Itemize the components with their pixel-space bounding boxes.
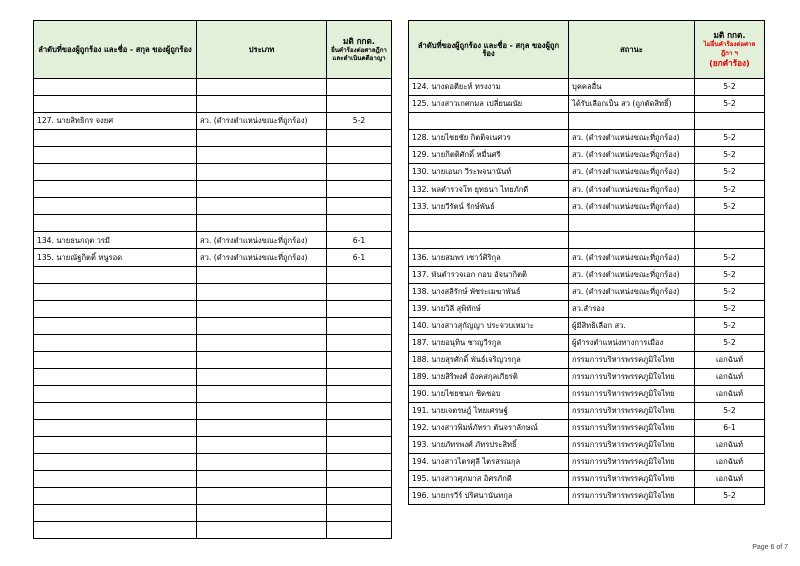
cell-result <box>327 215 392 232</box>
cell-name: 128. นายไชยชัย กิตติจเนศวร <box>409 130 569 147</box>
table-row <box>34 334 392 351</box>
cell-result <box>327 300 392 317</box>
cell-result: เอกฉันท์ <box>695 351 765 368</box>
cell-status: กรรมการบริหารพรรคภูมิใจไทย <box>569 368 695 385</box>
cell-result <box>327 334 392 351</box>
table-row <box>34 147 392 164</box>
cell-result <box>695 215 765 232</box>
right-header-row <box>409 21 765 79</box>
cell-status: กรรมการบริหารพรรคภูมิใจไทย <box>569 385 695 402</box>
cell-name: 125. นางสาวเกศกมล เปลี่ยนผนัย <box>409 96 569 113</box>
table-row <box>409 283 765 300</box>
table-row <box>34 368 392 385</box>
table-row <box>34 419 392 436</box>
cell-result <box>327 471 392 488</box>
table-row <box>34 300 392 317</box>
cell-name <box>34 300 197 317</box>
cell-name: 136. นายสมพร เชาว์ศิริกุล <box>409 249 569 266</box>
cell-type <box>197 419 327 436</box>
cell-name <box>34 283 197 300</box>
cell-result: 5-2 <box>695 488 765 505</box>
cell-result <box>327 317 392 334</box>
cell-type: สว. (ดำรงตำแหน่งขณะที่ถูกร้อง) <box>197 249 327 266</box>
cell-status: กรรมการบริหารพรรคภูมิใจไทย <box>569 436 695 453</box>
cell-name <box>409 113 569 130</box>
cell-status: สว. (ดำรงตำแหน่งขณะที่ถูกร้อง) <box>569 181 695 198</box>
cell-result <box>327 385 392 402</box>
table-row <box>34 471 392 488</box>
cell-result: 6-1 <box>695 419 765 436</box>
page-number: Page 6 of 7 <box>752 544 788 551</box>
cell-status: บุคคลอื่น <box>569 79 695 96</box>
cell-name: 134. นายธนกฤต วรมี <box>34 232 197 249</box>
cell-status: กรรมการบริหารพรรคภูมิใจไทย <box>569 351 695 368</box>
cell-status: กรรมการบริหารพรรคภูมิใจไทย <box>569 488 695 505</box>
table-row <box>409 419 765 436</box>
cell-result: 5-2 <box>695 249 765 266</box>
right-table <box>408 20 765 505</box>
cell-status: กรรมการบริหารพรรคภูมิใจไทย <box>569 454 695 471</box>
table-row <box>34 522 392 539</box>
table-row <box>409 232 765 249</box>
cell-result <box>327 522 392 539</box>
table-row <box>409 266 765 283</box>
cell-result <box>327 130 392 147</box>
table-row <box>34 249 392 266</box>
table-row <box>409 147 765 164</box>
cell-name: 191. นายเจตรษฎ์ ไทยเศรษฐ์ <box>409 402 569 419</box>
cell-name: 137. พันตำรวจเอก กอบ อัจนากิตติ <box>409 266 569 283</box>
cell-type <box>197 471 327 488</box>
cell-status: สว. (ดำรงตำแหน่งขณะที่ถูกร้อง) <box>569 147 695 164</box>
cell-result: 5-2 <box>695 96 765 113</box>
cell-type <box>197 79 327 96</box>
table-row <box>34 505 392 522</box>
table-row <box>409 79 765 96</box>
cell-name <box>34 266 197 283</box>
cell-type <box>197 505 327 522</box>
cell-name: 135. นายณัฐกิตติ์ หนูรอด <box>34 249 197 266</box>
cell-result: 5-2 <box>695 334 765 351</box>
cell-status <box>569 215 695 232</box>
cell-result <box>327 283 392 300</box>
cell-status: กรรมการบริหารพรรคภูมิใจไทย <box>569 419 695 436</box>
cell-name <box>34 198 197 215</box>
cell-result <box>695 232 765 249</box>
cell-name <box>34 471 197 488</box>
cell-result: 5-2 <box>695 283 765 300</box>
table-row <box>409 130 765 147</box>
cell-result: เอกฉันท์ <box>695 454 765 471</box>
cell-type <box>197 266 327 283</box>
cell-type: สว. (ดำรงตำแหน่งขณะที่ถูกร้อง) <box>197 113 327 130</box>
cell-name: 187. นายอนุทิน ชาญวีรกูล <box>409 334 569 351</box>
left-header-name: ลำดับที่ของผู้ถูกร้อง และชื่อ - สกุล ของผู้ถูกร้อง <box>34 21 197 79</box>
cell-result: 5-2 <box>327 113 392 130</box>
table-row <box>34 96 392 113</box>
table-row <box>34 79 392 96</box>
table-row <box>409 351 765 368</box>
table-row <box>34 385 392 402</box>
cell-result <box>327 351 392 368</box>
table-row <box>409 164 765 181</box>
cell-result <box>327 266 392 283</box>
left-header-type: ประเภท <box>197 21 327 79</box>
cell-status: กรรมการบริหารพรรคภูมิใจไทย <box>569 471 695 488</box>
cell-result <box>327 488 392 505</box>
cell-name: 140. นางสาวสุกัญญา ประจวบเหมาะ <box>409 317 569 334</box>
table-row <box>409 300 765 317</box>
cell-name <box>34 454 197 471</box>
cell-name: 193. นายภัทรพงศ์ ภัทรประสิทธิ์ <box>409 436 569 453</box>
cell-name <box>34 522 197 539</box>
cell-status: สว. (ดำรงตำแหน่งขณะที่ถูกร้อง) <box>569 130 695 147</box>
table-row <box>34 351 392 368</box>
table-row <box>34 317 392 334</box>
cell-result <box>327 436 392 453</box>
cell-name: 195. นางสาวศุภมาส อิศรภักดี <box>409 471 569 488</box>
right-header-status: สถานะ <box>569 21 695 79</box>
cell-result <box>327 198 392 215</box>
left-table <box>33 20 392 539</box>
table-row <box>409 454 765 471</box>
cell-type <box>197 215 327 232</box>
table-row <box>409 471 765 488</box>
right-header-name: ลำดับที่ของผู้ถูกร้อง และชื่อ - สกุล ของผู้ถูกร้อง <box>409 21 569 79</box>
table-row <box>34 164 392 181</box>
cell-type <box>197 436 327 453</box>
cell-name: 192. นางสาวพิมพ์ภัทรา ตันจราลักษณ์ <box>409 419 569 436</box>
cell-name <box>34 79 197 96</box>
cell-name <box>34 419 197 436</box>
cell-result <box>327 368 392 385</box>
cell-type <box>197 164 327 181</box>
cell-name <box>34 181 197 198</box>
cell-type <box>197 454 327 471</box>
cell-name <box>34 385 197 402</box>
cell-name: 188. นายสุรศักดิ์ พันธ์เจริญวรกุล <box>409 351 569 368</box>
cell-result: 5-2 <box>695 181 765 198</box>
cell-result: 5-2 <box>695 266 765 283</box>
table-row <box>409 436 765 453</box>
cell-result <box>695 113 765 130</box>
cell-name: 130. นายเอนก วีระพจนานันท์ <box>409 164 569 181</box>
cell-status <box>569 232 695 249</box>
cell-status: ผู้มีสิทธิเลือก สว. <box>569 317 695 334</box>
cell-status: ได้รับเลือกเป็น สว (ถูกตัดสิทธิ์) <box>569 96 695 113</box>
cell-type: สว. (ดำรงตำแหน่งขณะที่ถูกร้อง) <box>197 232 327 249</box>
cell-result: 5-2 <box>695 79 765 96</box>
cell-name: 189. นายสิริพงศ์ อังคสกุลเกียรติ <box>409 368 569 385</box>
cell-result <box>327 454 392 471</box>
cell-status: สว. (ดำรงตำแหน่งขณะที่ถูกร้อง) <box>569 249 695 266</box>
cell-result: เอกฉันท์ <box>695 368 765 385</box>
table-row <box>34 454 392 471</box>
cell-result: เอกฉันท์ <box>695 471 765 488</box>
table-row <box>409 402 765 419</box>
table-row <box>34 215 392 232</box>
cell-result: 5-2 <box>695 164 765 181</box>
table-row <box>34 130 392 147</box>
cell-name <box>34 488 197 505</box>
cell-status: สว. (ดำรงตำแหน่งขณะที่ถูกร้อง) <box>569 198 695 215</box>
table-row <box>409 334 765 351</box>
table-row <box>409 181 765 198</box>
cell-type <box>197 368 327 385</box>
cell-type <box>197 130 327 147</box>
cell-type <box>197 317 327 334</box>
table-row <box>409 96 765 113</box>
cell-result: 5-2 <box>695 130 765 147</box>
right-header-resolution: มติ กกต. ไม่ยื่นคำร้องต่อศาลฎีกา ฯ (ยกคำร้อง) <box>695 21 765 79</box>
table-row <box>34 113 392 130</box>
table-row <box>409 198 765 215</box>
left-header-resolution: มติ กกต. ยื่นคำร้องต่อศาลฎีกา และดำเนินคดีอาญา <box>327 21 392 79</box>
cell-result <box>327 505 392 522</box>
cell-status: กรรมการบริหารพรรคภูมิใจไทย <box>569 402 695 419</box>
table-row <box>34 266 392 283</box>
cell-result <box>327 164 392 181</box>
table-row <box>409 368 765 385</box>
cell-name <box>34 351 197 368</box>
cell-type <box>197 147 327 164</box>
cell-result: 5-2 <box>695 147 765 164</box>
cell-name <box>34 334 197 351</box>
cell-name: 138. นางสลีรักษ์ พัชระเมฆาพันธ์ <box>409 283 569 300</box>
table-row <box>34 198 392 215</box>
table-row <box>34 436 392 453</box>
table-row <box>409 385 765 402</box>
cell-status: ผู้ดำรงตำแหน่งทางการเมือง <box>569 334 695 351</box>
cell-result: 5-2 <box>695 198 765 215</box>
cell-name: 132. พลตำรวจโท ยุทธนา ไทยภักดี <box>409 181 569 198</box>
cell-type <box>197 488 327 505</box>
cell-name: 133. นายวีรัตน์ รักษ์พันธ์ <box>409 198 569 215</box>
cell-name <box>409 232 569 249</box>
cell-name <box>34 147 197 164</box>
right-table-body <box>409 79 765 505</box>
cell-result: เอกฉันท์ <box>695 436 765 453</box>
left-header-row <box>34 21 392 79</box>
cell-type <box>197 385 327 402</box>
cell-name: 139. นายวิลี สุพิทักษ์ <box>409 300 569 317</box>
table-row <box>409 488 765 505</box>
cell-result <box>327 96 392 113</box>
table-row <box>34 283 392 300</box>
cell-status: สว. (ดำรงตำแหน่งขณะที่ถูกร้อง) <box>569 266 695 283</box>
table-row <box>34 181 392 198</box>
table-row <box>409 249 765 266</box>
cell-result: 6-1 <box>327 232 392 249</box>
cell-type <box>197 300 327 317</box>
cell-name: 196. นายกรวีร์ ปริศนานันทกุล <box>409 488 569 505</box>
cell-result: เอกฉันท์ <box>695 385 765 402</box>
cell-result <box>327 181 392 198</box>
cell-result <box>327 79 392 96</box>
cell-result: 5-2 <box>695 317 765 334</box>
cell-name: 129. นายกิตติศักดิ์ หมื่นศรี <box>409 147 569 164</box>
cell-status: สว. (ดำรงตำแหน่งขณะที่ถูกร้อง) <box>569 164 695 181</box>
cell-name <box>34 96 197 113</box>
cell-name: 190. นายไชยชนก ชิดชอบ <box>409 385 569 402</box>
cell-name <box>34 215 197 232</box>
cell-type <box>197 198 327 215</box>
cell-name: 194. นางสาวไตรศุลี ไตรสรณกุล <box>409 454 569 471</box>
cell-type <box>197 334 327 351</box>
cell-name <box>34 402 197 419</box>
left-table-body <box>34 79 392 539</box>
cell-name: 124. นางดอตียะห์ ทรงงาม <box>409 79 569 96</box>
cell-status: สว. (ดำรงตำแหน่งขณะที่ถูกร้อง) <box>569 283 695 300</box>
table-row <box>34 232 392 249</box>
cell-type <box>197 351 327 368</box>
table-row <box>409 317 765 334</box>
cell-name <box>34 130 197 147</box>
cell-type <box>197 96 327 113</box>
cell-result <box>327 147 392 164</box>
cell-status <box>569 113 695 130</box>
cell-name <box>34 317 197 334</box>
cell-name <box>409 215 569 232</box>
cell-name <box>34 368 197 385</box>
cell-name <box>34 505 197 522</box>
cell-type <box>197 181 327 198</box>
cell-result <box>327 402 392 419</box>
table-row <box>409 113 765 130</box>
cell-result: 6-1 <box>327 249 392 266</box>
cell-name <box>34 164 197 181</box>
cell-result: 5-2 <box>695 300 765 317</box>
cell-status: สว.สำรอง <box>569 300 695 317</box>
table-row <box>34 402 392 419</box>
cell-type <box>197 522 327 539</box>
cell-name <box>34 436 197 453</box>
table-row <box>34 488 392 505</box>
cell-result <box>327 419 392 436</box>
table-row <box>409 215 765 232</box>
cell-type <box>197 402 327 419</box>
cell-type <box>197 283 327 300</box>
cell-result: 5-2 <box>695 402 765 419</box>
cell-name: 127. นายสิทธิกร จงยศ <box>34 113 197 130</box>
